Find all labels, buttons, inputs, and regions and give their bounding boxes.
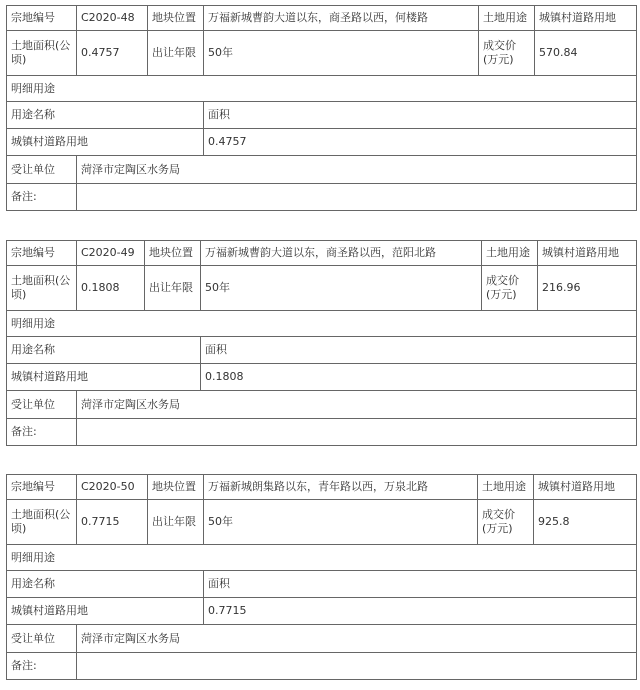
table-row [7,6,637,31]
location-label: 地块位置 [148,6,204,31]
remarks-value [77,419,637,446]
use-area-value: 0.1808 [201,364,637,391]
parcel-table-1 [6,5,636,211]
table-row [7,184,637,211]
location-value: 万福新城曹韵大道以东，商圣路以西，何楼路 [204,6,479,31]
table-row [7,419,637,446]
term-value: 50年 [204,500,478,545]
area-label: 土地面积(公顷) [7,500,77,545]
term-label: 出让年限 [145,266,201,311]
parcel-no-label: 宗地编号 [7,241,77,266]
grantee-value: 菏泽市定陶区水务局 [77,625,637,653]
use-name-value: 城镇村道路用地 [7,598,204,625]
price-label: 成交价(万元) [482,266,538,311]
term-label: 出让年限 [148,500,204,545]
use-name-label: 用途名称 [7,571,204,598]
parcel-table [6,5,637,211]
table-row [7,625,637,653]
area-value: 0.7715 [77,500,148,545]
grantee-label: 受让单位 [7,391,77,419]
price-value: 216.96 [538,266,637,311]
remarks-value [77,653,637,680]
use-name-value: 城镇村道路用地 [7,129,204,156]
table-row [7,129,637,156]
table-row [7,311,637,337]
table-row [7,337,637,364]
location-value: 万福新城朗集路以东，青年路以西，万泉北路 [204,475,478,500]
grantee-value: 菏泽市定陶区水务局 [77,156,637,184]
price-label: 成交价(万元) [478,500,534,545]
price-value: 570.84 [535,31,637,76]
area-label: 土地面积(公顷) [7,266,77,311]
price-value: 925.8 [534,500,637,545]
remarks-label: 备注: [7,184,77,211]
remarks-label: 备注: [7,653,77,680]
location-value: 万福新城曹韵大道以东，商圣路以西，范阳北路 [201,241,482,266]
grantee-label: 受让单位 [7,625,77,653]
grantee-value: 菏泽市定陶区水务局 [77,391,637,419]
area-label: 土地面积(公顷) [7,31,77,76]
parcel-no-label: 宗地编号 [7,6,77,31]
table-row [7,266,637,311]
land-use-label: 土地用途 [478,475,534,500]
location-label: 地块位置 [145,241,201,266]
parcel-table-2 [6,240,636,446]
table-row [7,545,637,571]
parcel-table [6,474,637,680]
table-row [7,31,637,76]
parcel-no-value: C2020-48 [77,6,148,31]
table-row [7,571,637,598]
term-value: 50年 [204,31,479,76]
table-row [7,241,637,266]
detail-use-label: 明细用途 [7,311,637,337]
location-label: 地块位置 [148,475,204,500]
parcel-table [6,240,637,446]
use-name-label: 用途名称 [7,337,201,364]
parcel-table-3 [6,474,636,680]
use-area-value: 0.4757 [204,129,637,156]
table-row [7,76,637,102]
land-use-label: 土地用途 [482,241,538,266]
table-row [7,364,637,391]
table-row [7,102,637,129]
use-area-label: 面积 [204,102,637,129]
land-use-value: 城镇村道路用地 [534,475,637,500]
table-row [7,653,637,680]
term-label: 出让年限 [148,31,204,76]
term-value: 50年 [201,266,482,311]
table-row [7,391,637,419]
area-value: 0.4757 [77,31,148,76]
table-row [7,598,637,625]
use-name-value: 城镇村道路用地 [7,364,201,391]
parcel-no-value: C2020-50 [77,475,148,500]
price-label: 成交价(万元) [479,31,535,76]
use-area-label: 面积 [201,337,637,364]
table-row [7,156,637,184]
use-name-label: 用途名称 [7,102,204,129]
table-row [7,500,637,545]
use-area-value: 0.7715 [204,598,637,625]
parcel-no-value: C2020-49 [77,241,145,266]
grantee-label: 受让单位 [7,156,77,184]
parcel-no-label: 宗地编号 [7,475,77,500]
remarks-label: 备注: [7,419,77,446]
area-value: 0.1808 [77,266,145,311]
table-row [7,475,637,500]
remarks-value [77,184,637,211]
use-area-label: 面积 [204,571,637,598]
detail-use-label: 明细用途 [7,76,637,102]
land-use-value: 城镇村道路用地 [535,6,637,31]
land-use-value: 城镇村道路用地 [538,241,637,266]
land-use-label: 土地用途 [479,6,535,31]
detail-use-label: 明细用途 [7,545,637,571]
